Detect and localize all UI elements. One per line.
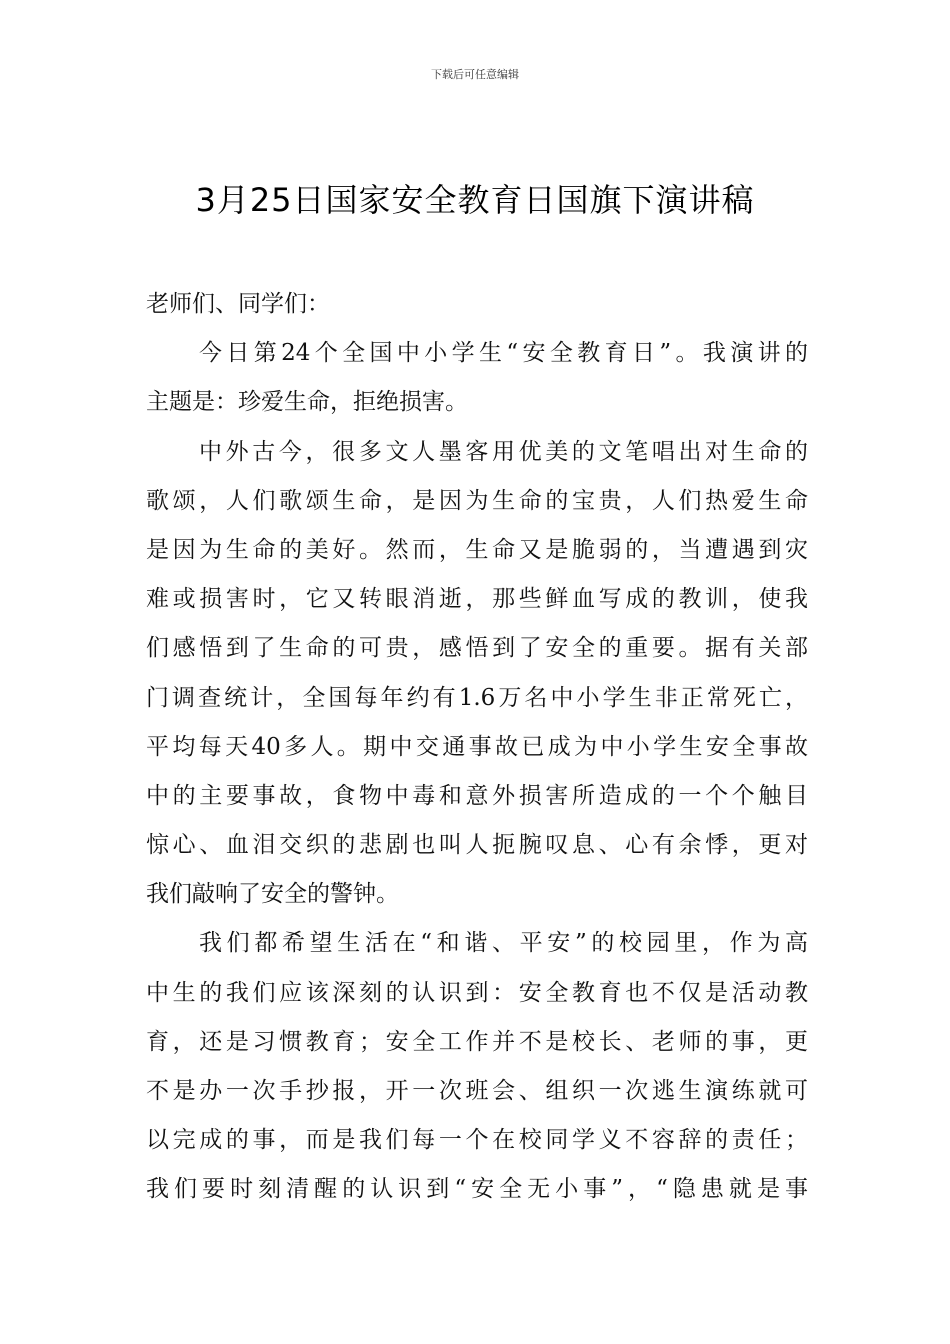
paragraph-line: 歌颂，人们歌颂生命，是因为生命的宝贵，人们热爱生命 [146,487,808,514]
paragraph-line: 育，还是习惯教育；安全工作并不是校长、老师的事，更 [146,1028,808,1055]
paragraph-line: 门调查统计，全国每年约有1.6万名中小学生非正常死亡， [146,684,808,711]
paragraph-line: 以完成的事，而是我们每一个在校同学义不容辞的责任； [146,1127,808,1154]
paragraph-line: 今日第24个全国中小学生“安全教育日”。我演讲的 [199,340,808,367]
document-title: 3月25日国家安全教育日国旗下演讲稿 [195,181,755,219]
paragraph-line: 们感悟到了生命的可贵，感悟到了安全的重要。据有关部 [146,635,808,662]
document-body [146,280,808,1215]
paragraph-line: 老师们、同学们： [146,291,330,317]
paragraph-line: 是因为生命的美好。然而，生命又是脆弱的，当遭遇到灾 [146,536,808,563]
paragraph-line: 主题是：珍爱生命，拒绝损害。 [146,389,468,416]
paragraph-line: 中的主要事故，食物中毒和意外损害所造成的一个个触目 [146,782,808,809]
paragraph-line: 不是办一次手抄报，开一次班会、组织一次逃生演练就可 [146,1078,808,1104]
paragraph-line: 中外古今，很多文人墨客用优美的文笔唱出对生命的 [199,438,808,465]
paragraph-line: 我们敲响了安全的警钟。 [146,881,399,908]
header-note: 下载后可任意编辑 [431,68,519,81]
paragraph-line: 惊心、血泪交织的悲剧也叫人扼腕叹息、心有余悸，更对 [146,832,808,859]
paragraph-line: 平均每天40多人。期中交通事故已成为中小学生安全事故 [146,733,808,760]
paragraph-line: 我们要时刻清醒的认识到“安全无小事”，“隐患就是事 [146,1176,808,1203]
paragraph-line: 我们都希望生活在“和谐、平安”的校园里，作为高 [199,930,808,957]
paragraph-line: 难或损害时，它又转眼消逝，那些鲜血写成的教训，使我 [146,586,808,613]
paragraph-line: 中生的我们应该深刻的认识到：安全教育也不仅是活动教 [146,979,808,1006]
